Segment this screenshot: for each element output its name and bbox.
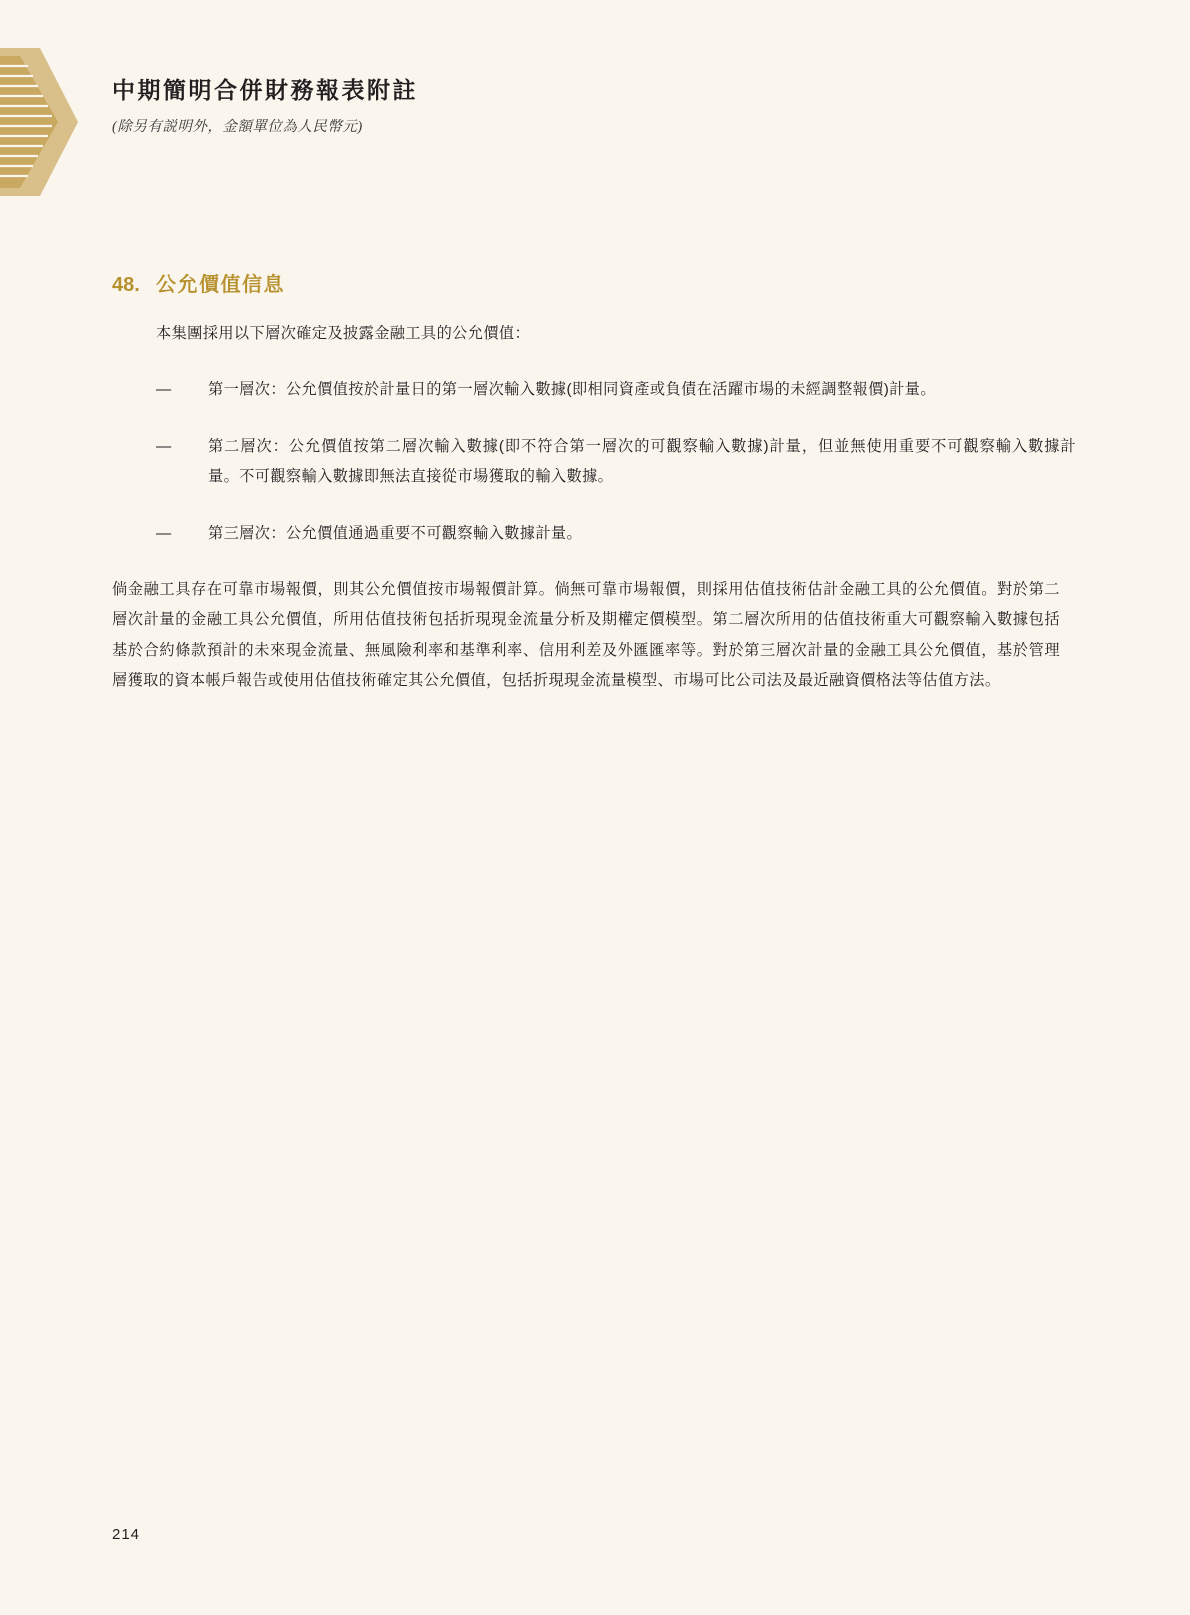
list-item xyxy=(156,519,1076,549)
corner-decoration xyxy=(0,48,78,196)
bullet-text: 第二層次：公允價值按第二層次輸入數據(即不符合第一層次的可觀察輸入數據)計量，但並無使用重要不可觀察輸入數據計量。不可觀察輸入數據即無法直接從市場獲取的輸入數據。 xyxy=(208,437,1076,486)
note-section xyxy=(112,268,1077,723)
section-body xyxy=(156,319,1076,549)
list-item xyxy=(156,432,1076,493)
bullet-dash: — xyxy=(156,437,172,455)
intro-paragraph: 本集團採用以下層次確定及披露金融工具的公允價值： xyxy=(156,325,531,342)
closing-paragraph: 倘金融工具存在可靠市場報價，則其公允價值按市場報價計算。倘無可靠市場報價，則採用估值技術估計金融工具的公允價值。對於第二層次計量的金融工具公允價值，所用估值技術包括折現現金流量分析及期權定價模型。第二層次所用的估值技術重大可觀察輸入數據包括基於合約條款預計的未來現金流量、無風險利率和基準利率、信用利差及外匯匯率等。對於第三層次計量的金融工具公允價值，基於管理層獲取的資本帳戶報告或使用估值技術確定其公允價值，包括折現現金流量模型、市場可比公司法及最近融資價格法等估值方法。 xyxy=(112,581,1060,690)
bullet-dash: — xyxy=(156,381,172,399)
list-item xyxy=(156,375,1076,405)
bullet-dash: — xyxy=(156,524,172,542)
page-number: 214 xyxy=(112,1526,141,1543)
section-title: 公允價值信息 xyxy=(156,274,285,296)
section-heading xyxy=(112,268,1077,297)
page-subtitle: (除另有説明外，金額單位為人民幣元) xyxy=(112,119,363,135)
page-header xyxy=(112,72,1072,136)
section-number: 48. xyxy=(112,274,140,296)
bullet-text: 第一層次：公允價值按於計量日的第一層次輸入數據(即相同資產或負債在活躍市場的未經調整報價)計量。 xyxy=(208,381,936,399)
page-title: 中期簡明合併財務報表附註 xyxy=(112,77,418,104)
bullet-text: 第三層次：公允價值通過重要不可觀察輸入數據計量。 xyxy=(208,524,583,542)
